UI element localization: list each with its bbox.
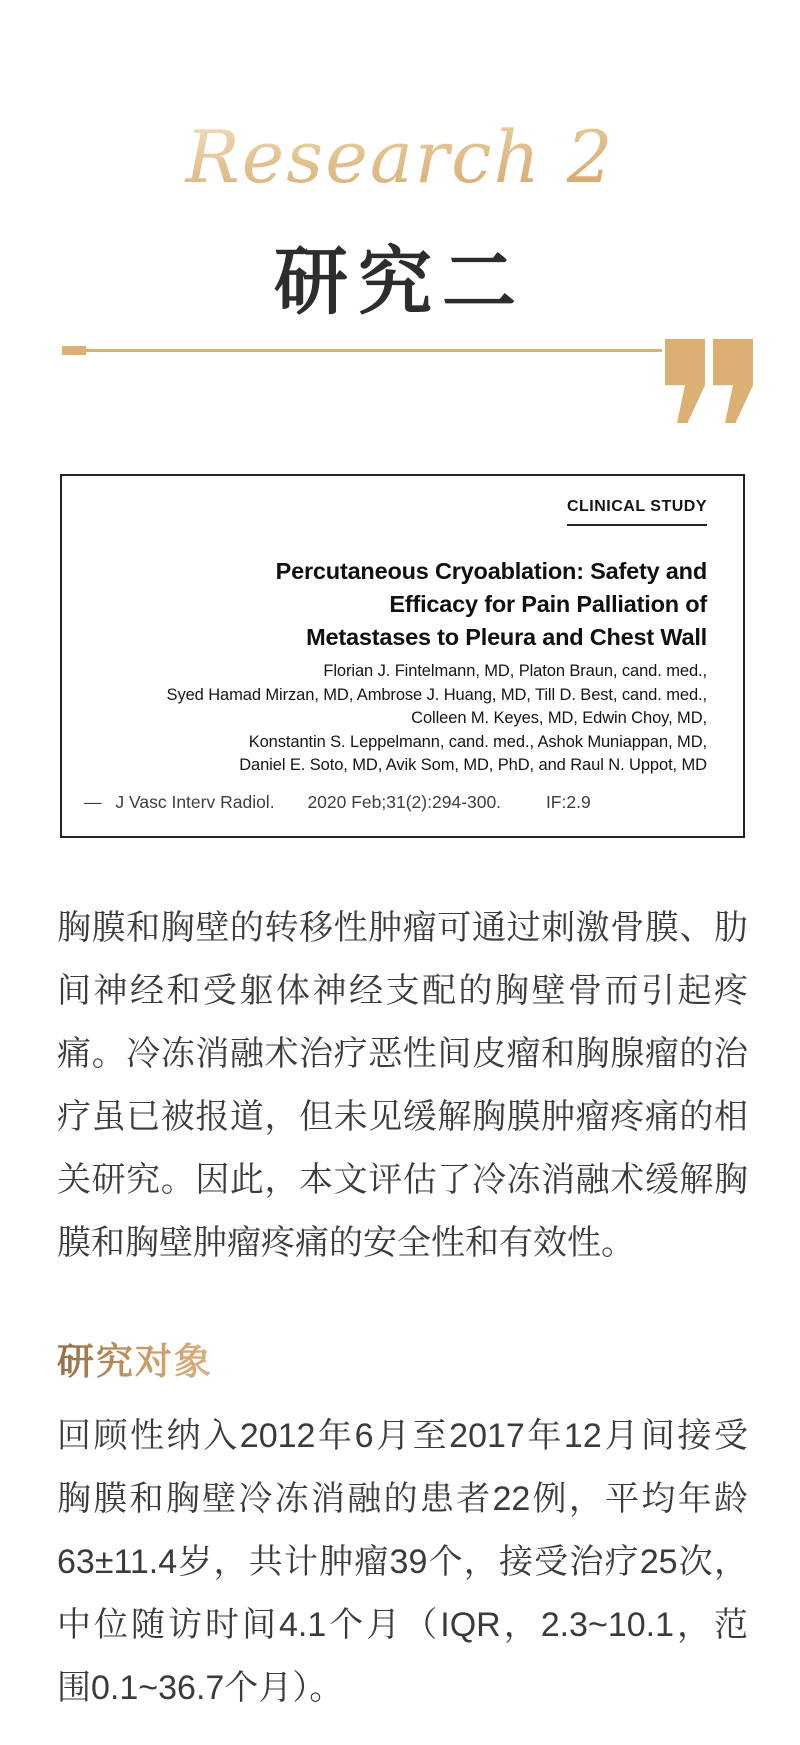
study-subjects-paragraph (57, 1405, 748, 1720)
intro-line: 关研究。因此，本文评估了冷冻消融术缓解胸 (57, 1161, 748, 1199)
author-line: Daniel E. Soto, MD, Avik Som, MD, PhD, and Raul N. Uppot, MD (239, 756, 707, 774)
author-line: Colleen M. Keyes, MD, Edwin Choy, MD, (411, 709, 707, 727)
quote-icon (713, 339, 753, 423)
paper-citation-card (60, 474, 745, 838)
intro-line: 疗虽已被报道，但未见缓解胸膜肿瘤疼痛的相 (57, 1098, 748, 1136)
paper-title-line: Percutaneous Cryoablation: Safety and (275, 558, 707, 584)
intro-line: 膜和胸壁肿瘤疼痛的安全性和有效性。 (57, 1224, 635, 1262)
subjects-line: 围0.1~36.7个月）。 (57, 1669, 344, 1707)
clinical-study-label: CLINICAL STUDY (567, 498, 707, 526)
research-script-title: Research 2 (0, 118, 800, 197)
divider-line (62, 349, 662, 352)
paper-authors (82, 660, 707, 778)
subjects-line: 胸膜和胸壁冷冻消融的患者22例，平均年龄 (57, 1480, 748, 1518)
intro-line: 间神经和受躯体神经支配的胸壁骨而引起疼 (57, 972, 748, 1010)
journal-citation (84, 792, 591, 813)
journal-name: J Vasc Interv Radiol. (115, 792, 275, 812)
section-heading-study-subjects: 研究对象 (57, 1339, 213, 1383)
citation-dash: — (84, 792, 102, 812)
subjects-line: 回顾性纳入2012年6月至2017年12月间接受 (57, 1417, 748, 1455)
subjects-line: 63±11.4岁，共计肿瘤39个，接受治疗25次， (57, 1543, 748, 1581)
paper-title-line: Metastases to Pleura and Chest Wall (306, 624, 707, 650)
intro-line: 胸膜和胸壁的转移性肿瘤可通过刺激骨膜、肋 (57, 909, 748, 947)
intro-line: 痛。冷冻消融术治疗恶性间皮瘤和胸腺瘤的治 (57, 1035, 748, 1073)
paper-title (92, 555, 707, 654)
author-line: Syed Hamad Mirzan, MD, Ambrose J. Huang, MD, Till D. Best, cand. med., (166, 685, 707, 704)
impact-factor: IF:2.9 (545, 792, 591, 812)
subjects-line: 中位随访时间4.1个月（IQR，2.3~10.1，范 (57, 1606, 748, 1644)
author-line: Konstantin S. Leppelmann, cand. med., Ashok Muniappan, MD, (248, 732, 707, 751)
intro-paragraph (57, 897, 748, 1275)
author-line: Florian J. Fintelmann, MD, Platon Braun, cand. med., (323, 662, 707, 680)
paper-title-line: Efficacy for Pain Palliation of (389, 591, 707, 617)
journal-issue: 2020 Feb;31(2):294-300. (307, 792, 502, 812)
page-title: 研究二 (274, 239, 526, 325)
quote-icon (665, 339, 705, 423)
